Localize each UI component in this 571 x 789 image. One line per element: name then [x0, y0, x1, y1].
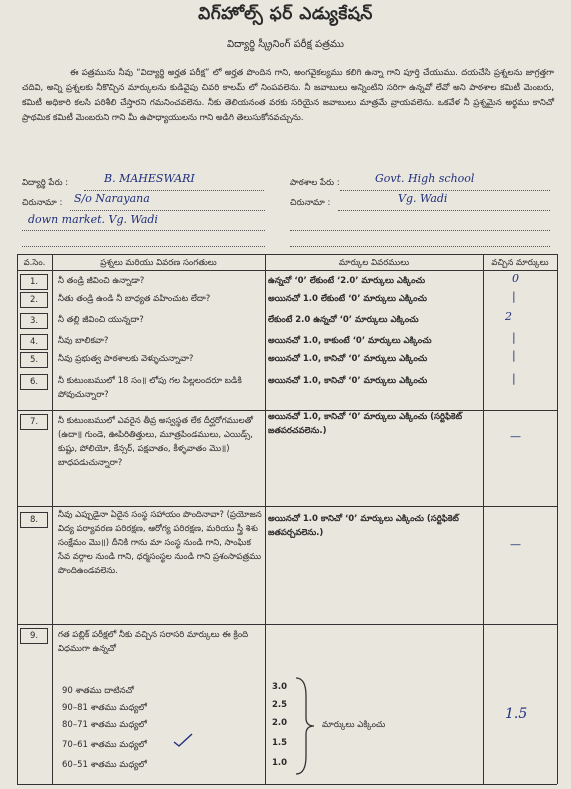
row-2-detail: అయినచో 1.0 లేకుంటే ‘0’ మార్కులు ఎక్కించు [268, 294, 427, 304]
address-value-1[interactable]: S/o Narayana [74, 192, 150, 205]
grade-4-label: 70–61 శాతము మధ్యలో [62, 740, 147, 750]
school-name-label: పాఠశాల పేరు : [290, 178, 340, 188]
tick-mark-icon [172, 732, 194, 748]
school-address-line-3 [290, 246, 550, 247]
row-9-question: గత పబ్లిక్ పరీక్షలో నీకు వచ్చిన సరాసరి మార్కులు ఈ క్రింది విధముగా ఉన్నచో [58, 630, 249, 654]
school-address-line [338, 210, 550, 211]
school-address-label: చిరునామా : [290, 198, 331, 208]
school-address-value[interactable]: Vg. Wadi [398, 192, 448, 205]
table-border-top [17, 254, 557, 255]
table-border-right [557, 254, 558, 784]
row-4-mark[interactable]: | [512, 331, 516, 344]
school-address-line-2 [290, 230, 550, 231]
row-7-question: నీ కుటుంబములో ఎవరైన తీవ్ర అస్వస్థత లేక దీర్ఘరోగములతో (ఉదా॥ గుండె, ఊపిరితిత్తులు, మూత్రపిండములు, ఎయిడ్స్, కుష్టు, పోలియో, కేన్సర్, పక్షవాతం, కీళ్ళవాతం మొ॥) బాధపడుచున్నారా? [58, 416, 253, 468]
student-name-label: విద్యార్థి పేరు : [22, 178, 69, 188]
address-value-2[interactable]: down market. Vg. Wadi [28, 213, 158, 226]
grade-2-value: 2.5 [272, 700, 288, 710]
student-name-line [84, 190, 264, 191]
instructions-paragraph: ఈ పత్రమును నీవు “విద్యార్థి అర్హత పరీక్ష” లో అర్హత పొందిన గాని, అంగవైకల్యము కలిగి ఉన్నా గాని పూర్తి చేయుము. దయచేసి ప్రశ్నలను జాగ్రత్తగా చదివి, అన్ని ప్రశ్నలకు నీకొచ్చిన మార్కులను కుడివైపు చివరి కాలమ్ లో నింపవలెను. నీ జవాబులు అన్నింటిని సరిగా ఉన్నవో లేవో అని పాఠశాల కమిటీ మెంబరు, కమిటీ అధికారి కలసి పరిశీలి చేస్తారని గమనించవలెను. నీకు తెలియనంత వరకు సరియైన జవాబులు మాత్రమే వ్రాయవలెను. ఒకవేళ నీ ప్రశ్నమైన అర్థము కానిచో ప్రాథమిక కమిటీ మెంబరుని గాని మీ ఉపాధ్యాయులను గాని అడిగి తెలుసుకోనవచ్చును. [22, 68, 554, 123]
row-2-question: నీతు తండ్రి ఉండి నీ బాధ్యత వహించుట లేదా? [58, 294, 211, 304]
row-7-sno: 7. [20, 414, 48, 430]
row-8-bottom-line [17, 624, 557, 625]
grade-5-label: 60–51 శాతము మధ్యలో [62, 760, 147, 770]
header-bottom-line [17, 270, 557, 271]
row-7-detail: అయినచో 1.0, కానిచో ‘0’ మార్కులు ఎక్కించు (సర్టిఫికెట్ జతపరచవలెను.) [268, 412, 463, 436]
address-label: చిరునామా : [22, 198, 63, 208]
row-8-question: నీవు ఎప్పుడైనా ఏదైన సంస్థ సహాయం పొందినావా? (ప్రయోజన విద్య పర్యావరణ పరిరక్షణ, ఆరోగ్య పరిరక్షణ, మరియు స్త్రీ శిశు సంక్షేమం మొ॥) దీనికి గాను మా సంస్థ నుండి గాని, సాంఘిక సేవ వర్గాల నుండి గాని, ధర్మసంస్థల నుండి గాని ప్రశంసాపత్రము పొందిఉండవలెను. [58, 510, 262, 576]
table-divider-2 [265, 254, 266, 784]
row-5-question: నీవు ప్రభుత్వ పాఠశాలకు వెళ్ళుచున్నావా? [58, 354, 194, 364]
row-4-detail: అయినచో 1.0, కాకుంటే ‘0’ మార్కులు ఎక్కించు [268, 336, 432, 346]
row-3-question: నీ తల్లి జీవించి యున్నదా? [58, 315, 144, 325]
grade-2-label: 90–81 శాతము మధ్యలో [62, 703, 147, 713]
table-border-left [17, 254, 18, 784]
grades-brace-icon [292, 676, 318, 776]
row-6-question: నీ కుటుంబములో 18 సం॥ లోపు గల పిల్లలందరూ బడికి పోవుచున్నారా? [58, 376, 242, 400]
student-name-value[interactable]: B. MAHESWARI [104, 172, 195, 185]
address-line-2 [22, 230, 265, 231]
row-3-detail: లేకుంటే 2.0 ఉన్నచో ‘0’ మార్కులు ఎక్కించు [268, 315, 419, 325]
grade-1-value: 3.0 [272, 682, 288, 692]
table-border-bottom [17, 784, 557, 785]
row-7-bottom-line [17, 506, 557, 507]
school-name-line [340, 190, 550, 191]
row-5-mark[interactable]: | [512, 349, 516, 362]
row-3-sno: 3. [20, 313, 48, 329]
header-marks-detail: మార్కుల వివరములు [338, 258, 410, 268]
form-title: విగ్‌హోల్స్ ఫర్ ఎడ్యుకేషన్ [198, 4, 373, 24]
row-4-sno: 4. [20, 334, 48, 350]
row-2-sno: 2. [20, 292, 48, 308]
table-divider-1 [52, 254, 53, 784]
form-subtitle: విద్యార్థి స్క్రీనింగ్ పరీక్ష పత్రము [227, 39, 344, 50]
row-6-mark[interactable]: | [512, 372, 516, 385]
row-5-detail: అయినచో 1.0, కానిచో ‘0’ మార్కులు ఎక్కించు [268, 354, 428, 364]
row-9-sno: 9. [20, 628, 48, 644]
row-7-mark[interactable]: — [510, 430, 521, 443]
row-4-question: నీవు బాలికవా? [58, 336, 109, 346]
row-1-mark[interactable]: 0 [512, 272, 519, 285]
header-marks-obtained: వచ్చిన మార్కులు [491, 258, 549, 268]
row-3-mark[interactable]: 2 [505, 310, 512, 323]
row-5-sno: 5. [20, 352, 48, 368]
header-sno: వ.సెం. [23, 258, 46, 268]
row-8-detail: అయినచో 1.0 కానిచో ‘0’ మార్కులు ఎక్కించు (సర్టిఫికెట్ జతపర్చవలెను.) [268, 514, 459, 538]
row-6-detail: అయినచో 1.0, కానిచో ‘0’ మార్కులు ఎక్కించు [268, 376, 428, 386]
row-1-question: నీ తండ్రి జీవించి ఉన్నాడా? [58, 276, 145, 286]
grade-4-value: 1.5 [272, 738, 288, 748]
row-1-sno: 1. [20, 274, 48, 290]
school-name-value[interactable]: Govt. High school [375, 172, 475, 185]
row-8-sno: 8. [20, 512, 48, 528]
row-1-detail: ఉన్నచో ‘0’ లేకుంటే ‘2.0’ మార్కులు ఎక్కించు [268, 276, 426, 286]
address-line-1 [70, 210, 265, 211]
row-6-sno: 6. [20, 374, 48, 390]
header-question: ప్రశ్నలు మరియు వివరణ సంగతులు [100, 258, 217, 268]
table-divider-3 [483, 254, 484, 784]
grades-note: మార్కులు ఎక్కించు [322, 720, 386, 730]
grade-1-label: 90 శాతము దాటినచో [62, 686, 134, 696]
row-8-mark[interactable]: — [510, 538, 521, 551]
row-2-mark[interactable]: | [512, 290, 516, 303]
address-line-3 [22, 246, 265, 247]
grade-3-value: 2.0 [272, 718, 288, 728]
grade-5-value: 1.0 [272, 758, 288, 768]
grade-3-label: 80–71 శాతము మధ్యలో [62, 720, 147, 730]
row-9-mark[interactable]: 1.5 [505, 706, 528, 722]
